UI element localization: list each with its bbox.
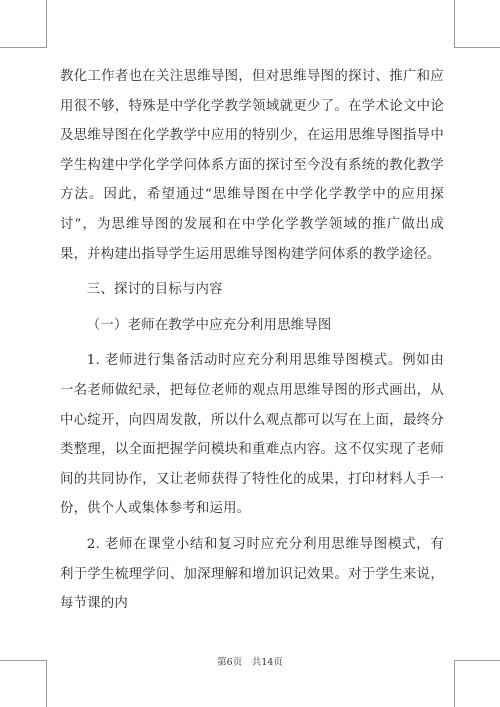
document-body (60, 62, 444, 619)
subsection-heading: （一）老师在教学中应充分利用思维导图 (86, 317, 332, 333)
section-heading: 三、探讨的目标与内容 (86, 282, 223, 298)
crop-mark-top-right-v (454, 0, 455, 48)
page-number-footer: 第6页 共14页 (217, 657, 283, 668)
crop-mark-top-left-h (0, 47, 46, 48)
paragraph-item-2: 2. 老师在课堂小结和复习时应充分利用思维导图模式，有利于学生梳理学问、加深理解和增加识记效果。对于学生来说，每节课的内 (60, 536, 444, 612)
crop-mark-top-right-h (454, 47, 500, 48)
paragraph-continuation: 教化工作者也在关注思维导图，但对思维导图的探讨、推广和应用很不够，特殊是中学化学教学领域就更少了。在学术论文中论及思维导图在化学教学中应用的特别少，在运用思维导图指导中学生构建中学化学学问体系方面的探讨至今没有系统的教化教学方法。因此，希望通过“思维导图在中学化学教学中的应用探讨”，为思维导图的发展和在中学化学教学领域的推广做出成果，并构建出指导学生运用思维导图构建学问体系的教学途径。 (60, 69, 444, 262)
paragraph-item-1: 1. 老师进行集备活动时应充分利用思维导图模式。例如由一名老师做纪录，把每位老师的观点用思维导图的形式画出，从中心绽开，向四周发散，所以什么观点都可以写在上面，最终分类整理，以全面把握学问模块和重难点内容。这不仅实现了老师间的共同协作，又让老师获得了特性化的成果，打印材料人手一份，供个人或集体参考和运用。 (60, 353, 444, 517)
crop-mark-top-left-v (46, 0, 47, 48)
